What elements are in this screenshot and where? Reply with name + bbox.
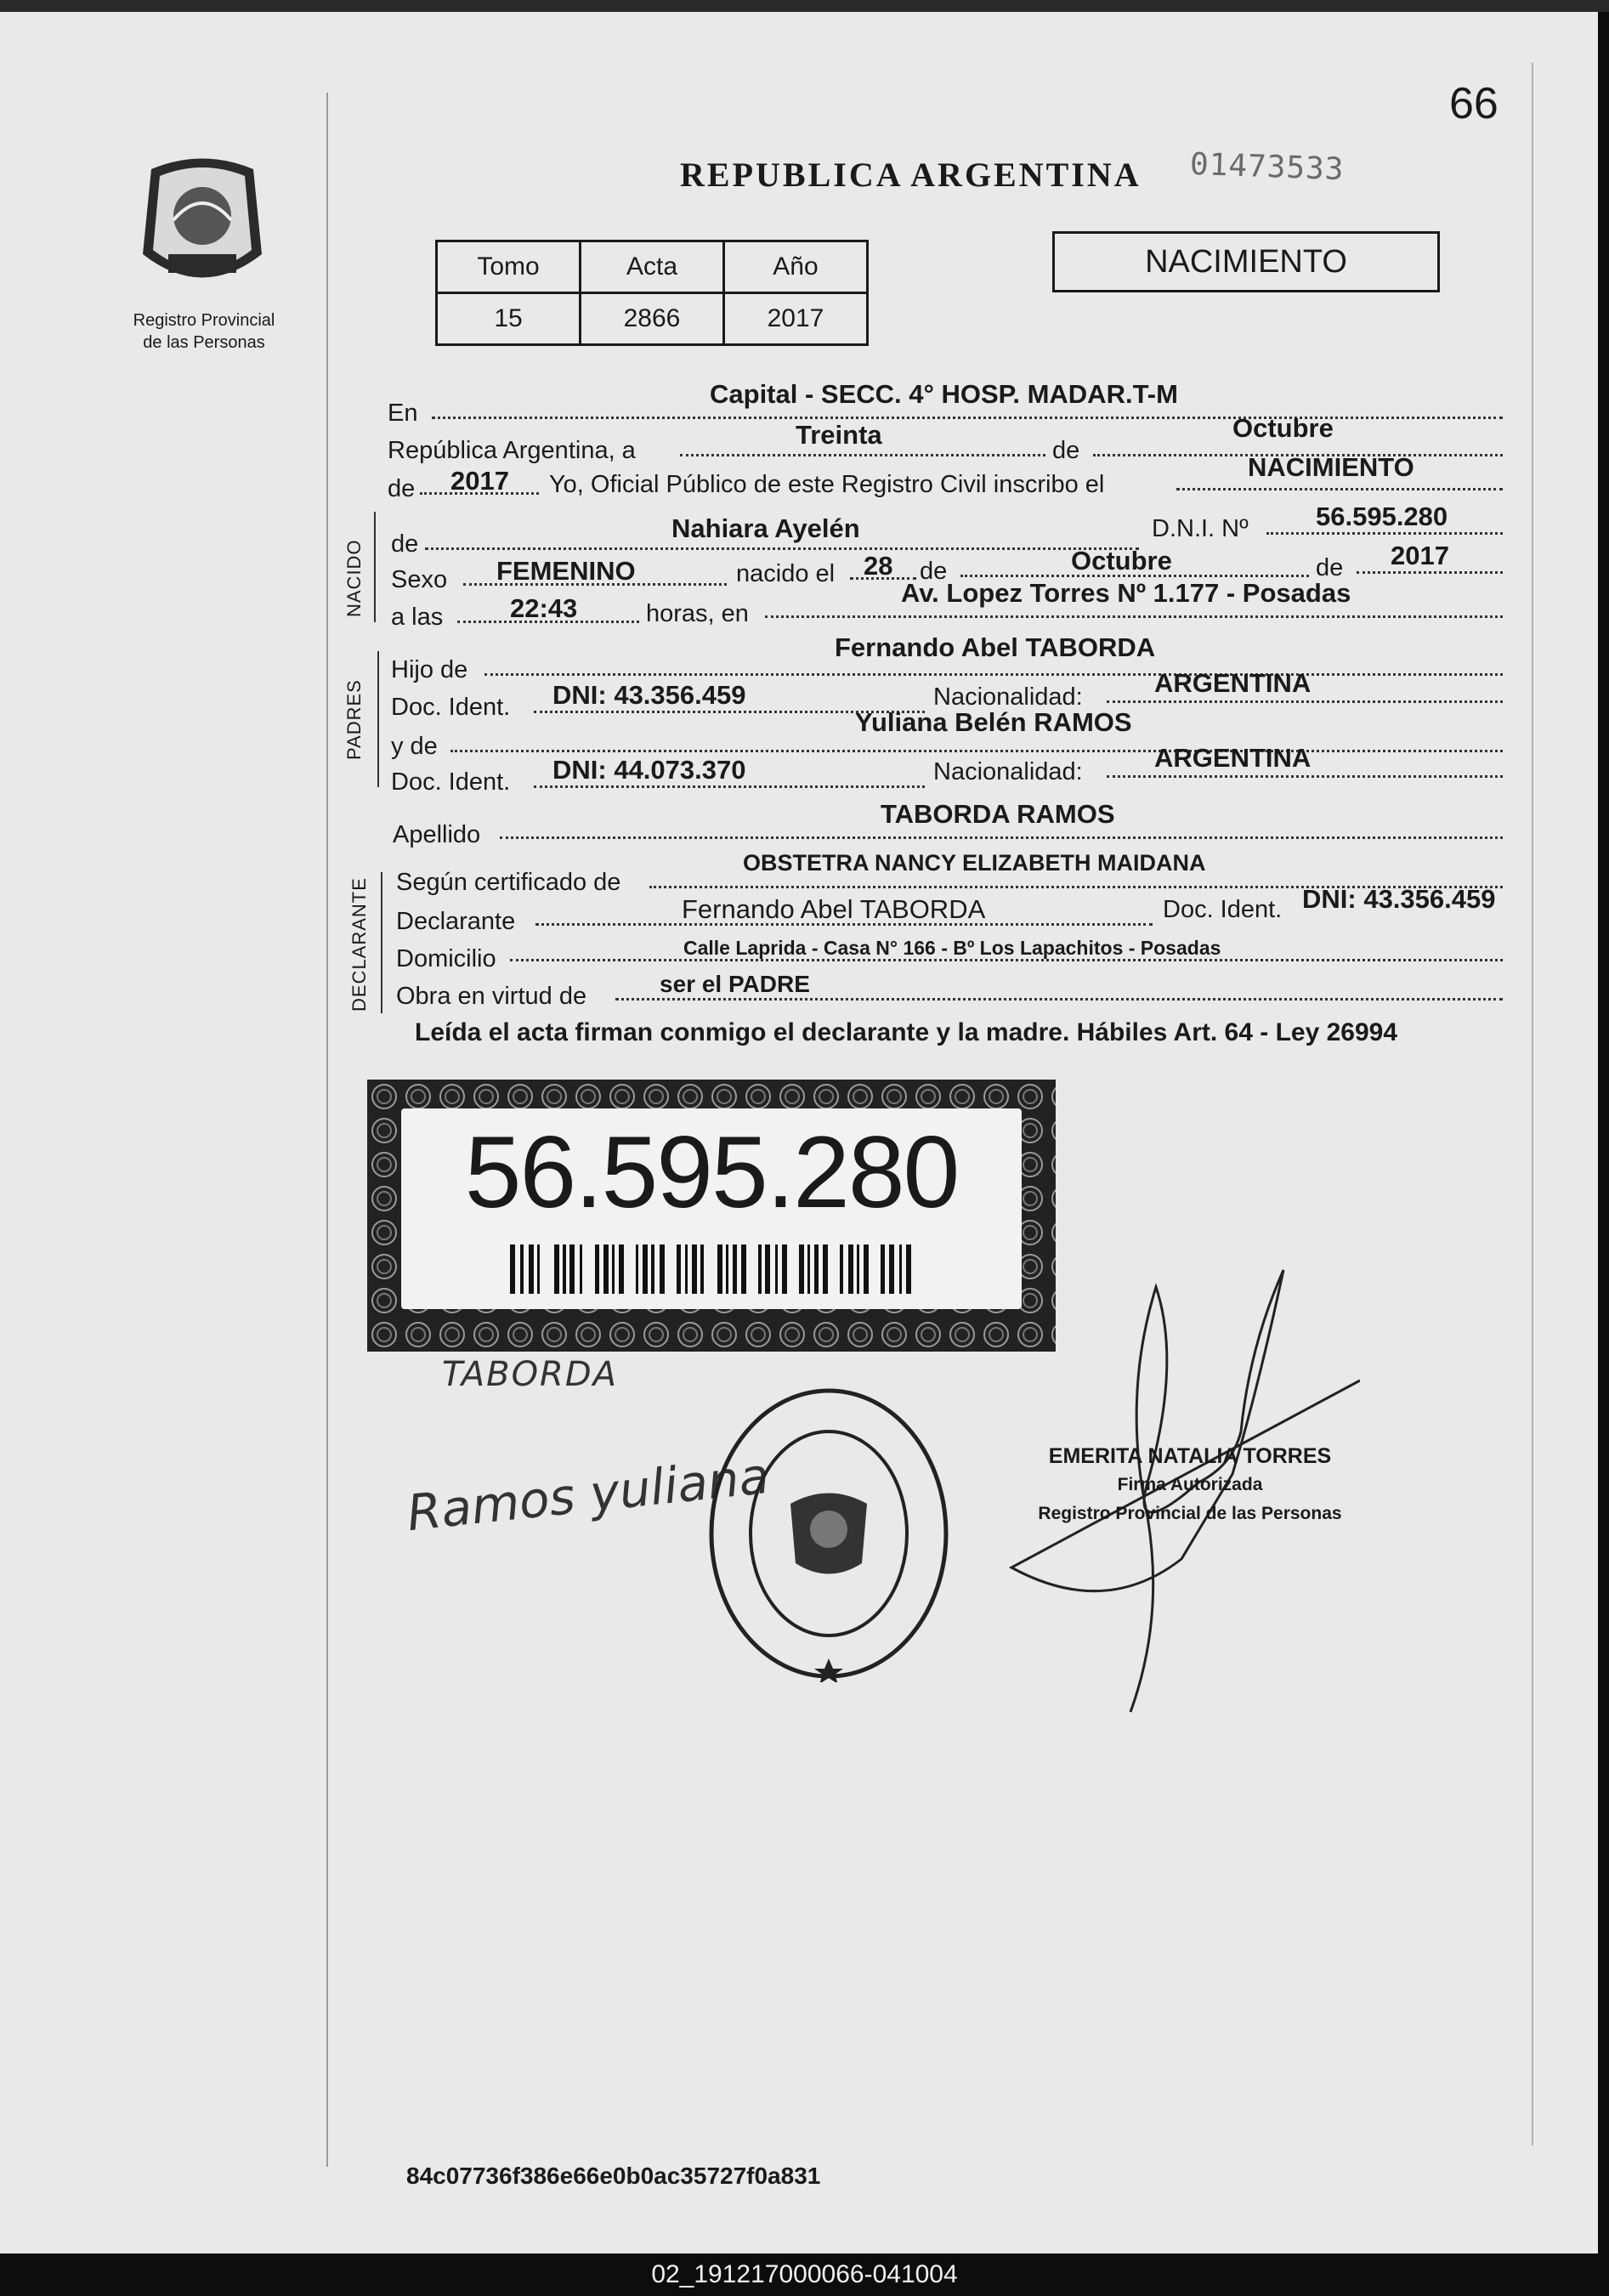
officer-title: Firma Autorizada xyxy=(1117,1475,1263,1494)
value-ano: 2017 xyxy=(724,293,868,345)
label-de: de xyxy=(1052,437,1080,464)
label-de: de xyxy=(388,475,416,502)
logo-caption-line2: de las Personas xyxy=(143,333,265,352)
label-doc-ident: Doc. Ident. xyxy=(391,768,511,796)
section-label-padres: PADRES xyxy=(343,679,365,760)
label-en: En xyxy=(388,400,418,427)
dotted-line xyxy=(425,547,1139,550)
label-doc-ident: Doc. Ident. xyxy=(1163,896,1283,923)
field-month: Octubre xyxy=(1232,413,1334,443)
section-rule xyxy=(374,512,376,622)
dni-sticker xyxy=(367,1080,1056,1352)
dotted-line xyxy=(1357,571,1503,574)
field-sex: FEMENINO xyxy=(496,556,636,586)
label-dni: D.N.I. Nº xyxy=(1152,515,1249,542)
field-birth-hour: 22:43 xyxy=(510,593,578,623)
text-yo: Yo, Oficial Público de este Registro Civil inscribo el xyxy=(549,471,1105,498)
label-domicilio: Domicilio xyxy=(396,945,496,972)
label-nacionalidad: Nacionalidad: xyxy=(933,758,1083,785)
label-obra-en-virtud: Obra en virtud de xyxy=(396,983,587,1010)
officer-block xyxy=(977,1442,1402,1528)
header-tomo: Tomo xyxy=(437,241,581,293)
section-rule xyxy=(377,651,379,787)
dotted-line xyxy=(1176,488,1503,490)
label-horas: horas, en xyxy=(646,600,749,627)
officer-organization: Registro Provincial de las Personas xyxy=(1038,1504,1342,1523)
logo-caption-line1: Registro Provincial xyxy=(133,311,275,330)
label-nacido-el: nacido el xyxy=(736,560,836,587)
label-y-de: y de xyxy=(391,733,438,760)
label-de: de xyxy=(1316,554,1344,581)
document-hash: 84c07736f386e66e0b0ac35727f0a831 xyxy=(406,2163,821,2189)
field-birth-day: 28 xyxy=(864,551,893,581)
label-hijo-de: Hijo de xyxy=(391,656,468,683)
dotted-line xyxy=(432,417,1503,419)
field-birth-place: Av. Lopez Torres Nº 1.177 - Posadas xyxy=(901,578,1351,608)
field-birth-year: 2017 xyxy=(1391,541,1449,570)
field-mother-name: Yuliana Belén RAMOS xyxy=(855,707,1132,737)
document-title: REPUBLICA ARGENTINA xyxy=(680,156,1142,194)
field-acts-as: ser el PADRE xyxy=(660,971,810,997)
record-table xyxy=(435,240,869,346)
record-table-value-row xyxy=(437,293,868,345)
section-label-nacido: NACIDO xyxy=(343,539,365,617)
officer-name: EMERITA NATALIA TORRES xyxy=(1048,1444,1332,1468)
label-de: de xyxy=(391,530,419,558)
label-segun-certificado: Según certificado de xyxy=(396,869,621,896)
field-child-dni: 56.595.280 xyxy=(1316,502,1448,531)
dotted-line xyxy=(680,454,1045,456)
label-republica: República Argentina, a xyxy=(388,437,636,464)
scan-id-footer: 02_191217000066-041004 xyxy=(0,2253,1609,2296)
header-acta: Acta xyxy=(581,241,724,293)
field-declarant-name: Fernando Abel TABORDA xyxy=(682,894,986,924)
registry-seal-stamp xyxy=(705,1385,952,1682)
field-father-doc: DNI: 43.356.459 xyxy=(552,680,746,710)
header-ano: Año xyxy=(724,241,868,293)
field-address: Calle Laprida - Casa N° 166 - Bº Los Lapachitos - Posadas xyxy=(683,937,1221,959)
barcode xyxy=(510,1244,918,1294)
dotted-line xyxy=(1107,700,1503,703)
field-mother-nationality: ARGENTINA xyxy=(1154,743,1312,773)
dotted-line xyxy=(500,836,1503,839)
dotted-line xyxy=(1266,532,1503,535)
value-tomo: 15 xyxy=(437,293,581,345)
label-nacionalidad: Nacionalidad: xyxy=(933,683,1083,711)
certificate-type-box: NACIMIENTO xyxy=(1052,231,1440,292)
label-apellido: Apellido xyxy=(393,821,481,848)
label-a-las: a las xyxy=(391,604,444,631)
field-mother-doc: DNI: 44.073.370 xyxy=(552,755,746,785)
label-declarante: Declarante xyxy=(396,908,516,935)
dotted-line xyxy=(450,750,1503,752)
dotted-line xyxy=(484,673,1503,676)
handwritten-signature-ramos: Ramos yuliana xyxy=(404,1446,773,1543)
dotted-line xyxy=(615,998,1503,1001)
label-sexo: Sexo xyxy=(391,566,448,593)
left-margin-rule xyxy=(326,93,328,2167)
logo-caption xyxy=(110,309,297,354)
field-father-name: Fernando Abel TABORDA xyxy=(835,632,1156,662)
sticker-label xyxy=(401,1108,1022,1309)
field-child-name: Nahiara Ayelén xyxy=(671,513,860,543)
field-certificate-by: OBSTETRA NANCY ELIZABETH MAIDANA xyxy=(743,850,1206,876)
handwritten-signature-taborda: TABORDA xyxy=(442,1355,619,1394)
field-father-nationality: ARGENTINA xyxy=(1154,668,1312,698)
field-surname: TABORDA RAMOS xyxy=(881,799,1115,829)
section-rule xyxy=(381,872,382,1013)
legal-statement: Leída el acta firman conmigo el declarante y la madre. Hábiles Art. 64 - Ley 26994 xyxy=(415,1018,1398,1046)
dotted-line xyxy=(765,615,1503,618)
field-birth-month: Octubre xyxy=(1071,546,1172,575)
field-place: Capital - SECC. 4° HOSP. MADAR.T-M xyxy=(710,379,1178,409)
document-page xyxy=(0,12,1598,2253)
dotted-line xyxy=(534,785,925,788)
record-table-header-row xyxy=(437,241,868,293)
field-event: NACIMIENTO xyxy=(1248,452,1414,482)
sticker-dni-number: 56.595.280 xyxy=(464,1115,959,1229)
label-de: de xyxy=(920,558,948,585)
field-day: Treinta xyxy=(796,420,882,450)
value-acta: 2866 xyxy=(581,293,724,345)
section-label-declarante: DECLARANTE xyxy=(348,877,370,1012)
right-margin-rule xyxy=(1532,63,1533,2146)
top-dark-strip xyxy=(0,0,1609,12)
page-number: 66 xyxy=(1449,79,1499,128)
serial-stamp: 01473533 xyxy=(1189,146,1346,188)
label-doc-ident: Doc. Ident. xyxy=(391,694,511,721)
province-emblem-logo xyxy=(134,152,270,305)
field-year: 2017 xyxy=(450,466,509,496)
field-declarant-doc: DNI: 43.356.459 xyxy=(1302,884,1496,914)
dotted-line xyxy=(1107,775,1503,778)
